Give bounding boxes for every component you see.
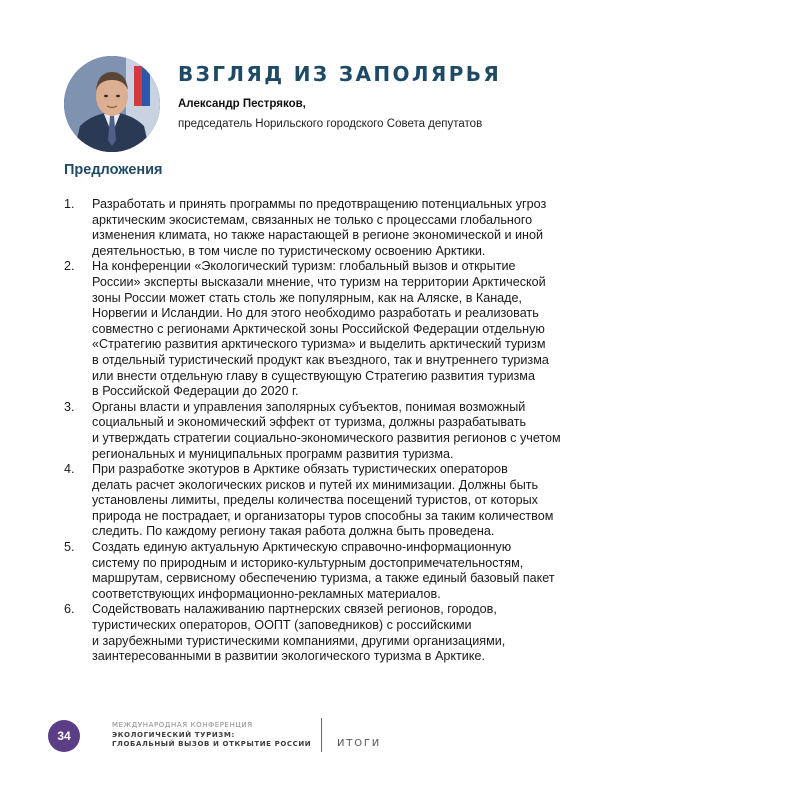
proposal-number: 2.	[64, 259, 75, 274]
proposal-text-line: туристических операторов, ООПТ (заповедников) с российскими	[92, 618, 472, 633]
proposal-item	[64, 462, 624, 540]
article-header	[64, 56, 764, 156]
proposal-item	[64, 602, 624, 664]
proposal-text-line: и утверждать стратегии социально-экономического развития регионов с учетом	[92, 430, 561, 445]
proposal-text-line: природа не пострадает, и организаторы туров способны за таким количеством	[92, 508, 554, 523]
proposal-text-line: систему по природным и историко-культурным достопримечательностям,	[92, 555, 524, 570]
proposals-list	[64, 197, 624, 665]
proposal-number: 4.	[64, 462, 75, 477]
proposal-text-line: При разработке экотуров в Арктике обязать туристических операторов	[92, 462, 508, 477]
author-photo-portrait	[64, 56, 160, 152]
proposal-item	[64, 197, 624, 259]
proposal-item	[64, 259, 624, 399]
proposal-text-line: в Российской Федерации до 2020 г.	[92, 384, 299, 399]
proposal-text-line: Норвегии и Исландии. Но для этого необходимо разработать и реализовать	[92, 306, 539, 321]
proposal-text-line: Создать единую актуальную Арктическую справочно-информационную	[92, 540, 512, 555]
conference-line: МЕЖДУНАРОДНАЯ КОНФЕРЕНЦИЯ	[112, 721, 253, 729]
author-name: Александр Пестряков,	[178, 98, 306, 110]
proposal-text-line: На конференции «Экологический туризм: глобальный вызов и открытие	[92, 259, 516, 274]
proposal-number: 1.	[64, 197, 75, 211]
proposal-text-line: изменения климата, но также нарастающей в регионе экономической и иной	[92, 228, 544, 243]
footer-divider	[321, 718, 322, 752]
proposal-item	[64, 540, 624, 602]
section-heading: Предложения	[64, 162, 163, 178]
proposal-text-line: или внести отдельную главу в существующую Стратегию развития туризма	[92, 368, 535, 383]
conference-name	[112, 721, 311, 750]
proposal-number: 5.	[64, 540, 75, 555]
page-footer	[48, 716, 768, 756]
proposal-number: 6.	[64, 602, 75, 617]
conference-line: ЭКОЛОГИЧЕСКИЙ ТУРИЗМ:	[112, 730, 235, 739]
page-number-badge: 34	[48, 720, 80, 752]
author-photo	[64, 56, 160, 152]
proposal-text-line: маршрутам, сервисному обеспечению туризма, а также единый базовый пакет	[92, 571, 555, 586]
conference-line: ГЛОБАЛЬНЫЙ ВЫЗОВ И ОТКРЫТИЕ РОССИИ	[112, 740, 312, 748]
footer-section-label: ИТОГИ	[337, 738, 382, 749]
proposal-number: 3.	[64, 399, 75, 414]
proposal-text-line: установлены лимиты, пределы количества посещений туристов, от которых	[92, 493, 538, 508]
proposal-text-line: Содействовать налаживанию партнерских связей регионов, городов,	[92, 602, 497, 617]
proposal-text-line: деятельностью, в том числе по туристическому освоению Арктики.	[92, 243, 486, 258]
proposal-text-line: зоны России может стать столь же популярным, как на Аляске, в Канаде,	[92, 290, 523, 305]
proposal-text-line: и зарубежными туристическими компаниями, другими организациями,	[92, 633, 506, 648]
author-role: председатель Норильского городского Совета депутатов	[178, 118, 483, 130]
proposal-item	[64, 400, 624, 462]
article-title: ВЗГЛЯД ИЗ ЗАПОЛЯРЬЯ	[178, 62, 502, 86]
proposal-text-line: совместно с регионами Арктической зоны Российской Федерации отдельную	[92, 321, 545, 336]
proposal-text-line: Разработать и принять программы по предотвращению потенциальных угроз	[92, 197, 547, 211]
proposal-text-line: Органы власти и управления заполярных субъектов, понимая возможный	[92, 399, 526, 414]
proposal-text-line: арктическим экосистемам, связанных не только с процессами глобального	[92, 212, 533, 227]
proposal-text-line: в отдельный туристический продукт как въездного, так и внутреннего туризма	[92, 352, 549, 367]
proposal-text-line: региональных и муниципальных программ развития туризма.	[92, 446, 454, 461]
proposal-text-line: соответствующих информационно-рекламных материалов.	[92, 586, 441, 601]
proposal-text-line: социальный и экономический эффект от туризма, должны разрабатывать	[92, 415, 527, 430]
proposal-text-line: делать расчет экологических рисков и путей их минимизации. Должны быть	[92, 477, 539, 492]
proposal-text-line: «Стратегию развития арктического туризма» и выделить арктический туризм	[92, 337, 546, 352]
proposal-text-line: России» эксперты высказали мнение, что туризм на территории Арктической	[92, 274, 546, 289]
proposal-text-line: заинтересованными в развитии экологического туризма в Арктике.	[92, 649, 485, 664]
proposal-text-line: следить. По каждому региону такая работа должна быть проведена.	[92, 524, 495, 539]
